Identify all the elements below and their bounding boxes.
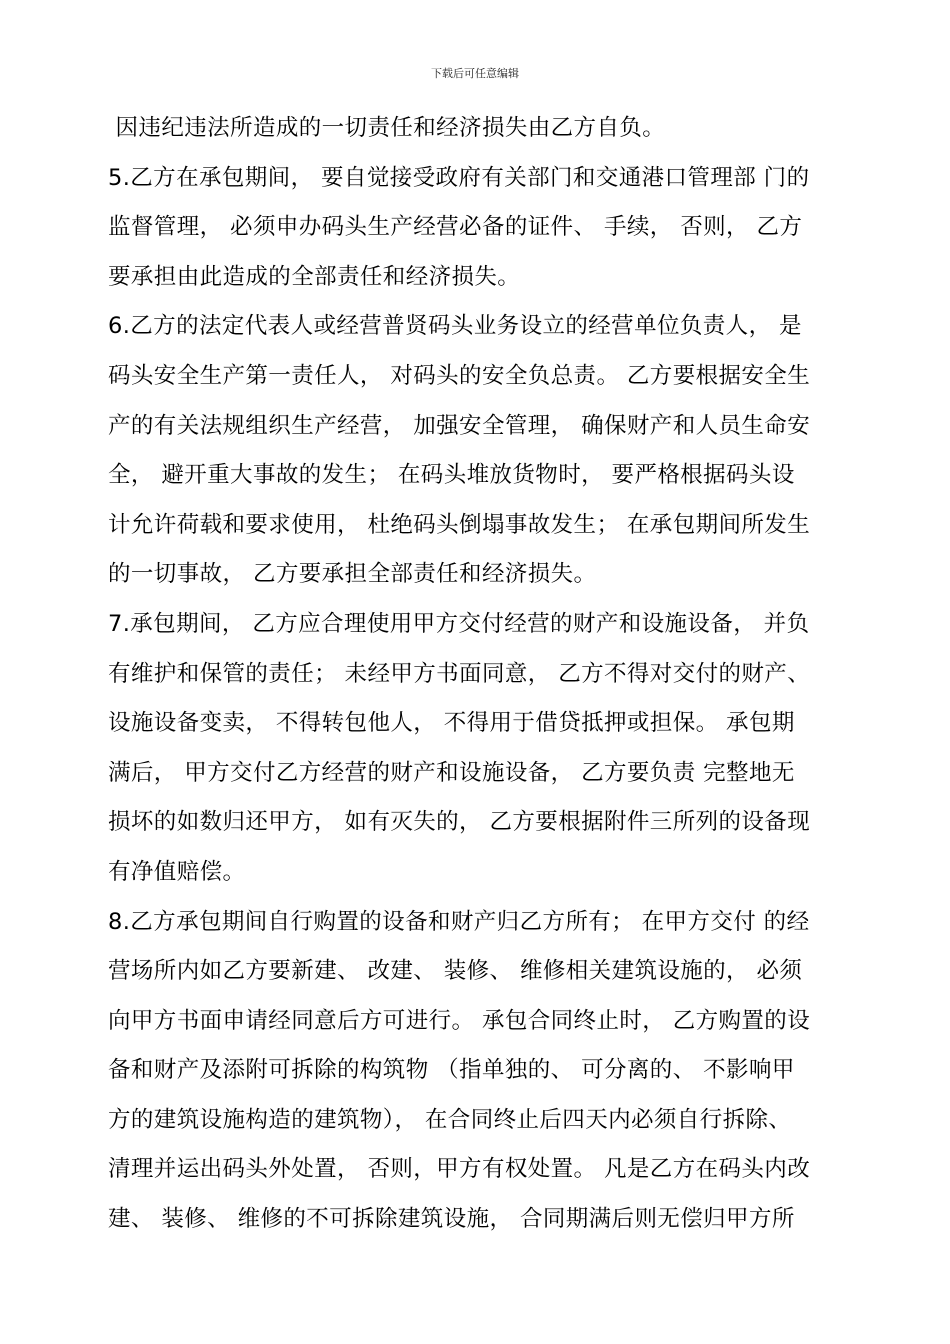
- document-body: [108, 104, 843, 1245]
- text-line: 要承担由此造成的全部责任和经济损失。: [108, 263, 521, 290]
- page-header: 下载后可任意编辑: [431, 67, 519, 80]
- text-line: 营场所内如乙方要新建、 改建、 装修、 维修相关建筑设施的， 必须: [108, 958, 803, 985]
- text-line: 损坏的如数归还甲方， 如有灭失的， 乙方要根据附件三所列的设备现: [108, 809, 811, 836]
- text-line: 产的有关法规组织生产经营， 加强安全管理， 确保财产和人员生命安: [108, 412, 811, 439]
- text-line: 8.乙方承包期间自行购置的设备和财产归乙方所有； 在甲方交付 的经: [108, 908, 810, 935]
- text-line: 因违纪违法所造成的一切责任和经济损失由乙方自负。: [108, 115, 666, 141]
- text-line: 清理并运出码头外处置， 否则，甲方有权处置。 凡是乙方在码头内改: [108, 1156, 811, 1183]
- text-line: 有净值赔偿。: [108, 858, 246, 885]
- text-line: 计允许荷载和要求使用， 杜绝码头倒塌事故发生； 在承包期间所发生: [108, 511, 811, 538]
- text-line: 满后， 甲方交付乙方经营的财产和设施设备， 乙方要负责 完整地无: [108, 759, 795, 786]
- text-line: 方的建筑设施构造的建筑物）， 在合同终止后四天内必须自行拆除、: [108, 1106, 792, 1133]
- text-line: 6.乙方的法定代表人或经营普贤码头业务设立的经营单位负责人， 是: [108, 313, 802, 340]
- text-line: 全， 避开重大事故的发生； 在码头堆放货物时， 要严格根据码头设: [108, 462, 795, 489]
- text-line: 码头安全生产第一责任人， 对码头的安全负总责。 乙方要根据安全生: [108, 362, 811, 389]
- text-line: 建、 装修、 维修的不可拆除建筑设施， 合同期满后则无偿归甲方所: [108, 1206, 795, 1233]
- text-line: 7.承包期间， 乙方应合理使用甲方交付经营的财产和设施设备， 并负: [108, 610, 810, 637]
- text-line: 向甲方书面申请经同意后方可进行。 承包合同终止时， 乙方购置的设: [108, 1007, 811, 1034]
- text-line: 设施设备变卖， 不得转包他人， 不得用于借贷抵押或担保。 承包期: [108, 710, 795, 737]
- text-line: 监督管理， 必须申办码头生产经营必备的证件、 手续， 否则， 乙方: [108, 214, 803, 241]
- text-line: 备和财产及添附可拆除的构筑物 （指单独的、 可分离的、 不影响甲: [108, 1057, 795, 1084]
- text-line: 的一切事故， 乙方要承担全部责任和经济损失。: [108, 561, 597, 588]
- text-line: 5.乙方在承包期间， 要自觉接受政府有关部门和交通港口管理部 门的: [108, 164, 810, 191]
- text-line: 有维护和保管的责任； 未经甲方书面同意， 乙方不得对交付的财产、: [108, 660, 811, 687]
